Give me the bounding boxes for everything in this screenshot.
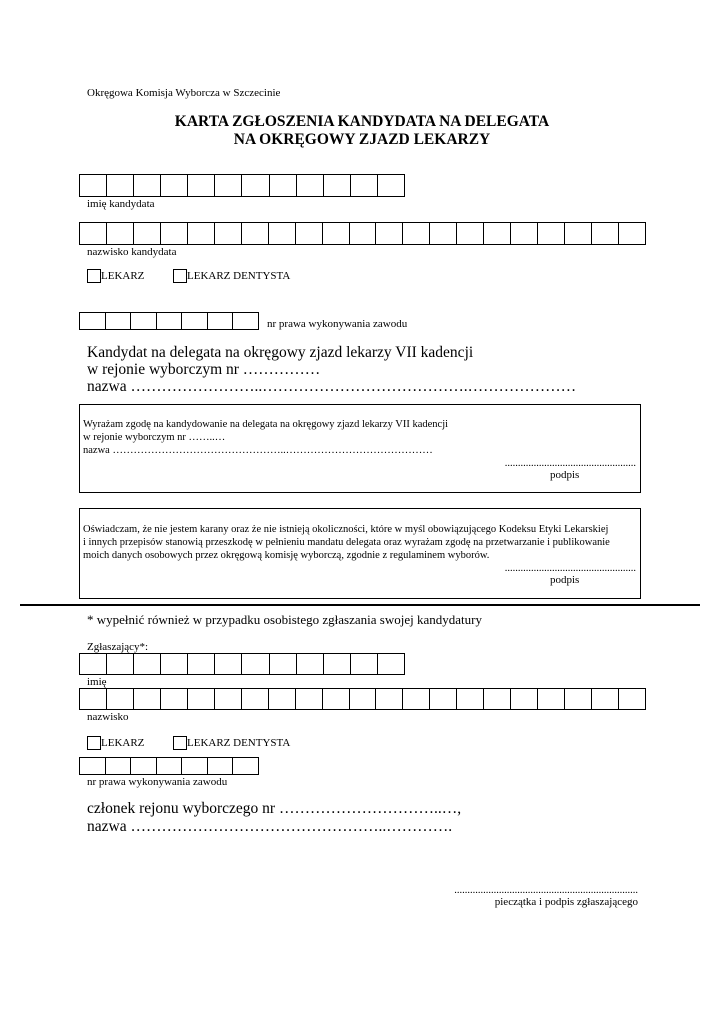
letter-box[interactable]	[242, 175, 269, 196]
form-title-line1: KARTA ZGŁOSZENIA KANDYDATA NA DELEGATA	[174, 113, 550, 130]
submitter-district-line: członek rejonu wyborczego nr …………………………..…,	[87, 800, 462, 817]
letter-box[interactable]	[430, 223, 457, 244]
doctor-label: LEKARZ	[101, 737, 145, 749]
letter-box[interactable]	[242, 654, 269, 674]
letter-box[interactable]	[107, 654, 134, 674]
letter-box[interactable]	[297, 175, 324, 196]
letter-box[interactable]	[270, 654, 297, 674]
letter-box[interactable]	[297, 654, 324, 674]
letter-box[interactable]	[80, 689, 107, 709]
letter-box[interactable]	[378, 175, 404, 196]
letter-box[interactable]	[376, 223, 403, 244]
declaration-signature-label: podpis	[550, 574, 580, 586]
section-separator	[20, 604, 700, 606]
dentist-label: LEKARZ DENTYSTA	[187, 270, 291, 282]
candidate-last-name-label: nazwisko kandydata	[87, 246, 177, 258]
submitter-profession-dentist[interactable]	[173, 736, 290, 750]
letter-box[interactable]	[296, 223, 323, 244]
letter-box[interactable]	[296, 689, 323, 709]
letter-box[interactable]	[80, 313, 106, 329]
letter-box[interactable]	[324, 654, 351, 674]
submitter-license-label: nr prawa wykonywania zawodu	[87, 776, 228, 788]
letter-box[interactable]	[233, 313, 258, 329]
candidate-profession-dentist[interactable]	[173, 269, 290, 283]
letter-box[interactable]	[351, 654, 378, 674]
letter-box[interactable]	[131, 758, 157, 774]
candidacy-statement-name: nazwa ……………………..………………………………….…………………	[87, 378, 577, 395]
letter-box[interactable]	[161, 689, 188, 709]
letter-box[interactable]	[484, 223, 511, 244]
letter-box[interactable]	[215, 175, 242, 196]
letter-box[interactable]	[107, 223, 134, 244]
submitter-signature-label: pieczątka i podpis zgłaszającego	[494, 896, 638, 908]
letter-box[interactable]	[403, 223, 430, 244]
letter-box[interactable]	[215, 654, 242, 674]
candidacy-statement-line1: Kandydat na delegata na okręgowy zjazd lekarzy VII kadencji	[87, 344, 474, 361]
letter-box[interactable]	[430, 689, 457, 709]
submitter-note: * wypełnić również w przypadku osobistego zgłaszania swojej kandydatury	[87, 612, 482, 627]
consent-box	[79, 404, 641, 493]
declaration-line3: moich danych osobowych przez okręgową komisję wyborczą, zgodnie z regulaminem wyborów.	[83, 550, 490, 561]
submitter-profession-doctor[interactable]	[87, 736, 144, 750]
organization-name: Okręgowa Komisja Wyborcza w Szczecinie	[87, 87, 281, 99]
consent-line2: w rejonie wyborczym nr ……..…	[83, 432, 226, 443]
declaration-line2: i innych przepisów stanowią przeszkodę w pełnieniu mandatu delegata oraz wyrażam zgodę na przetwarzanie i publikowanie	[83, 537, 610, 548]
letter-box[interactable]	[208, 758, 234, 774]
letter-box[interactable]	[188, 223, 215, 244]
declaration-line1: Oświadczam, że nie jestem karany oraz że nie istnieją okoliczności, które w myśl obowiązującego Kodeksu Etyki Lekarskiej	[83, 524, 609, 535]
candidate-license-label: nr prawa wykonywania zawodu	[267, 318, 408, 330]
letter-box[interactable]	[134, 689, 161, 709]
letter-box[interactable]	[215, 223, 242, 244]
letter-box[interactable]	[457, 689, 484, 709]
declaration-box	[79, 508, 641, 599]
candidate-last-name-grid[interactable]	[79, 222, 646, 245]
letter-box[interactable]	[161, 654, 188, 674]
submitter-first-name-grid[interactable]	[79, 653, 405, 675]
letter-box[interactable]	[80, 654, 107, 674]
letter-box[interactable]	[134, 654, 161, 674]
consent-signature-line[interactable]: ..................................................	[504, 458, 636, 469]
candidate-first-name-grid[interactable]	[79, 174, 405, 197]
form-title-line2: NA OKRĘGOWY ZJAZD LEKARZY	[233, 131, 491, 148]
letter-box[interactable]	[233, 758, 258, 774]
letter-box[interactable]	[270, 175, 297, 196]
letter-box[interactable]	[538, 689, 565, 709]
letter-box[interactable]	[242, 223, 269, 244]
letter-box[interactable]	[131, 313, 157, 329]
consent-signature-label: podpis	[550, 469, 580, 481]
checkbox-doctor[interactable]	[87, 736, 101, 750]
letter-box[interactable]	[592, 689, 619, 709]
letter-box[interactable]	[80, 223, 107, 244]
submitter-label: Zgłaszający*:	[87, 641, 149, 653]
letter-box[interactable]	[323, 689, 350, 709]
letter-box[interactable]	[511, 689, 538, 709]
letter-box[interactable]	[323, 223, 350, 244]
letter-box[interactable]	[157, 758, 183, 774]
letter-box[interactable]	[157, 313, 183, 329]
letter-box[interactable]	[324, 175, 351, 196]
letter-box[interactable]	[80, 175, 107, 196]
letter-box[interactable]	[215, 689, 242, 709]
letter-box[interactable]	[107, 175, 134, 196]
letter-box[interactable]	[350, 223, 377, 244]
letter-box[interactable]	[182, 313, 208, 329]
checkbox-doctor[interactable]	[87, 269, 101, 283]
letter-box[interactable]	[457, 223, 484, 244]
letter-box[interactable]	[484, 689, 511, 709]
candidate-first-name-label: imię kandydata	[87, 198, 155, 210]
checkbox-dentist[interactable]	[173, 736, 187, 750]
submitter-district-name: nazwa …………………………………………..………….	[87, 818, 453, 835]
letter-box[interactable]	[106, 758, 132, 774]
candidate-profession-doctor[interactable]	[87, 269, 144, 283]
letter-box[interactable]	[619, 223, 645, 244]
letter-box[interactable]	[188, 175, 215, 196]
submitter-last-name-grid[interactable]	[79, 688, 646, 710]
letter-box[interactable]	[565, 223, 592, 244]
doctor-label: LEKARZ	[101, 270, 145, 282]
letter-box[interactable]	[376, 689, 403, 709]
submitter-signature-line[interactable]: ......................................................................	[454, 885, 638, 896]
letter-box[interactable]	[161, 175, 188, 196]
consent-line3: nazwa …………………………………………..……………………………………	[83, 445, 433, 456]
letter-box[interactable]	[403, 689, 430, 709]
letter-box[interactable]	[161, 223, 188, 244]
letter-box[interactable]	[538, 223, 565, 244]
candidate-license-grid[interactable]	[79, 312, 259, 330]
letter-box[interactable]	[80, 758, 106, 774]
letter-box[interactable]	[106, 313, 132, 329]
letter-box[interactable]	[378, 654, 404, 674]
letter-box[interactable]	[269, 223, 296, 244]
letter-box[interactable]	[511, 223, 538, 244]
letter-box[interactable]	[188, 689, 215, 709]
letter-box[interactable]	[350, 689, 377, 709]
letter-box[interactable]	[134, 223, 161, 244]
letter-box[interactable]	[107, 689, 134, 709]
letter-box[interactable]	[351, 175, 378, 196]
letter-box[interactable]	[188, 654, 215, 674]
letter-box[interactable]	[242, 689, 269, 709]
consent-line1: Wyrażam zgodę na kandydowanie na delegata na okręgowy zjazd lekarzy VII kadencji	[83, 419, 449, 430]
submitter-last-name-label: nazwisko	[87, 711, 129, 723]
checkbox-dentist[interactable]	[173, 269, 187, 283]
letter-box[interactable]	[619, 689, 645, 709]
letter-box[interactable]	[208, 313, 234, 329]
letter-box[interactable]	[134, 175, 161, 196]
letter-box[interactable]	[269, 689, 296, 709]
dentist-label: LEKARZ DENTYSTA	[187, 737, 291, 749]
submitter-first-name-label: imię	[87, 676, 107, 688]
letter-box[interactable]	[592, 223, 619, 244]
letter-box[interactable]	[565, 689, 592, 709]
declaration-signature-line[interactable]: ..................................................	[504, 563, 636, 574]
letter-box[interactable]	[182, 758, 208, 774]
candidacy-statement-district: w rejonie wyborczym nr ……………	[87, 361, 321, 378]
submitter-license-grid[interactable]	[79, 757, 259, 775]
